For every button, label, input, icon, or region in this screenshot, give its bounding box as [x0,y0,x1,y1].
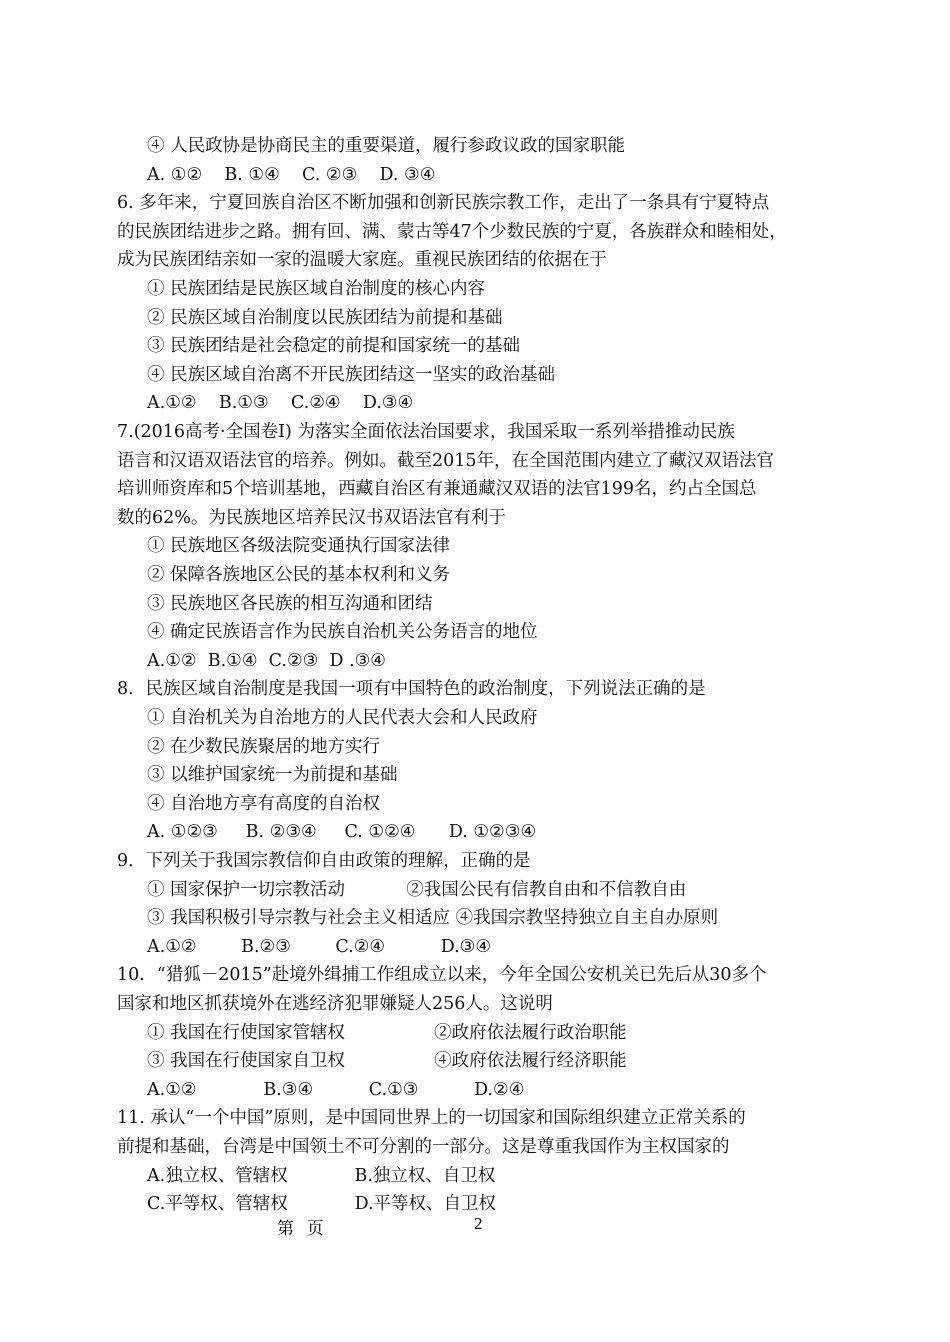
option-line: ④ 民族区域自治离不开民族团结这一坚实的政治基础 [147,364,556,385]
option-line: A.①② B.①③ C.②④ D.③④ [147,393,414,414]
option-line: ① 民族地区各级法院变通执行国家法律 [147,536,451,557]
option-line: ③ 我国积极引导宗教与社会主义相适应 ④我国宗教坚持独立自主自办原则 [147,908,719,929]
option-line: ① 自治机关为自治地方的人民代表大会和人民政府 [147,708,538,728]
page-number: 2 [474,1214,483,1233]
option-line: A. ①②③ B. ②③④ C. ①②④ D. ①②③④ [147,822,537,843]
option-line: ④ 人民政协是协商民主的重要渠道，履行参政议政的国家职能 [147,136,626,156]
question-line: 的民族团结进步之路。拥有回、满、蒙古等47个少数民族的宁夏，各族群众和睦相处， [117,221,787,242]
option-line: ① 国家保护一切宗教活动 ②我国公民有信教自由和不信教自由 [147,879,687,900]
option-line: A.①② B.①④ C.②③ D .③④ [147,650,386,671]
option-line: ② 民族区域自治制度以民族团结为前提和基础 [147,307,503,328]
option-line: ④ 确定民族语言作为民族自治机关公务语言的地位 [147,622,538,643]
question-line: 7.(2016高考·全国卷Ⅰ) 为落实全面依法治国要求，我国采取一系列举措推动民族 [117,422,735,442]
option-line: ③ 以维护国家统一为前提和基础 [147,765,398,786]
question-line: 语言和汉语双语法官的培养。例如。截至2015年，在全国范围内建立了藏汉双语法官 [117,450,775,471]
option-line: A.独立权、管辖权 B.独立权、自卫权 [147,1165,496,1186]
question-line: 6. 多年来，宁夏回族自治区不断加强和创新民族宗教工作，走出了一条具有宁夏特点 [117,193,770,214]
page-footer-label: 第 页 [277,1219,324,1238]
question-line: 前提和基础，台湾是中国领土不可分割的一部分。这是尊重我国作为主权国家的 [117,1137,730,1157]
option-line: ② 在少数民族聚居的地方实行 [147,736,381,757]
option-line: ④ 自治地方享有高度的自治权 [147,793,381,814]
question-line: 数的62%。为民族地区培养民汉书双语法官有利于 [117,507,506,528]
option-line: ① 我国在行使国家管辖权 ②政府依法履行政治职能 [147,1022,627,1043]
option-line: A.①② B.③④ C.①③ D.②④ [147,1079,525,1100]
option-line: A.①② B.②③ C.②④ D.③④ [147,936,492,957]
option-line: ② 保障各族地区公民的基本权利和义务 [147,565,451,585]
question-line: 成为民族团结亲如一家的温暖大家庭。重视民族团结的依据在于 [117,250,607,271]
option-line: C.平等权、管辖权 D.平等权、自卫权 [147,1194,497,1215]
question-line: 国家和地区抓获境外在逃经济犯罪嫌疑人256人。这说明 [117,994,553,1014]
option-line: ③ 民族团结是社会稳定的前提和国家统一的基础 [147,336,521,357]
question-line: 10．“猎狐－2015”赴境外缉捕工作组成立以来，今年全国公安机关已先后从30多个 [117,965,767,986]
question-line: 11. 承认“一个中国”原则，是中国同世界上的一切国家和国际组织建立正常关系的 [117,1108,746,1129]
option-line: A. ①② B. ①④ C. ②③ D. ③④ [147,164,436,185]
option-line: ③ 我国在行使国家自卫权 ④政府依法履行经济职能 [147,1051,627,1072]
question-line: 培训师资库和5个培训基地，西藏自治区有兼通藏汉双语的法官199名，约占全国总 [117,479,757,500]
question-line: 8．民族区域自治制度是我国一项有中国特色的政治制度，下列说法正确的是 [117,679,706,700]
option-line: ③ 民族地区各民族的相互沟通和团结 [147,593,433,614]
question-line: 9．下列关于我国宗教信仰自由政策的理解，正确的是 [117,851,531,871]
option-line: ① 民族团结是民族区域自治制度的核心内容 [147,279,486,299]
